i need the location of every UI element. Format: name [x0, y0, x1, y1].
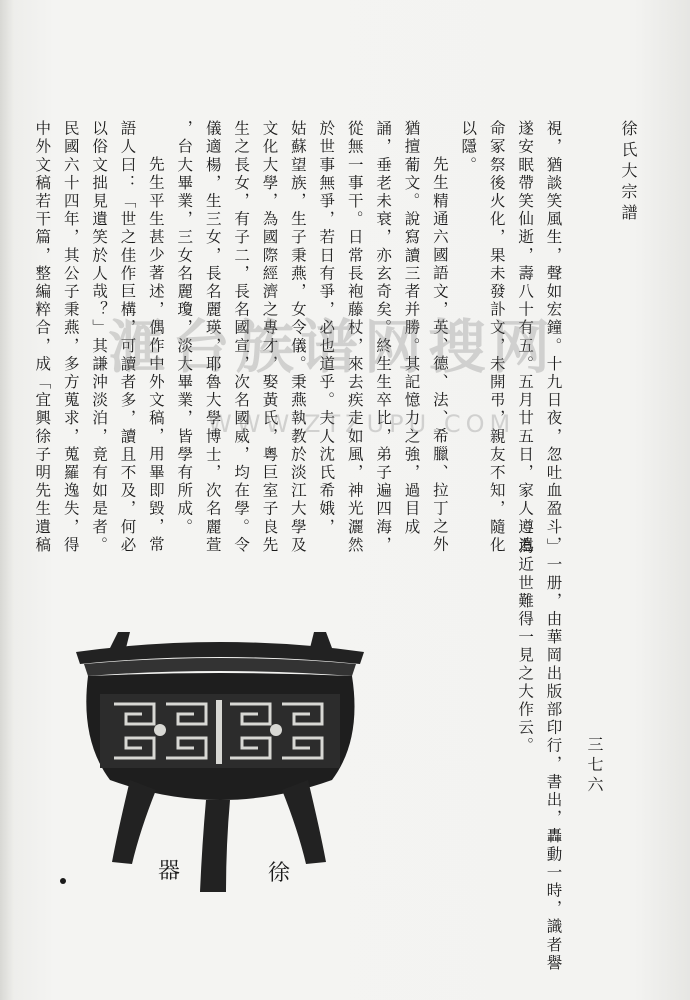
text-column: 於世事無爭，若日有爭，必也道乎。夫人沈氏希娥，: [317, 120, 336, 537]
page-number: 三七六: [585, 736, 604, 796]
bronze-vessel-drawing: [70, 630, 370, 900]
bronze-ding-illustration: [70, 630, 370, 900]
text-column: 先生精通六國語文，英、德、法、希臘、拉丁之外: [430, 156, 449, 555]
running-title: 徐氏大宗譜: [619, 120, 638, 225]
text-column: 以隱。: [459, 120, 478, 175]
text-column: 以俗文拙見遺笑於人哉？」其謙沖淡泊，竟有如是者。: [90, 120, 109, 555]
continuation-column: 為近世難得一見之大作云。: [516, 538, 535, 756]
text-column: 文化大學，為國際經濟之專才，娶黃氏，粵巨室子良先: [260, 120, 279, 555]
text-column: 命冢祭後火化，果未發訃文，未開弔，親友不知，隨化: [487, 120, 506, 555]
text-column: 姑蘇望族，生子秉燕，女令儀。秉燕執教於淡江大學及: [288, 120, 307, 555]
text-column: 誦，垂老未衰，亦玄奇矣。終生生卒比，弟子遍四海，: [374, 120, 393, 555]
text-column: ，台大畢業，三女名麗瓊，淡大畢業，皆學有所成。: [175, 120, 194, 537]
text-column: 民國六十四年，其公子秉燕，多方蒐求，蒐羅逸失，得: [61, 120, 80, 555]
text-column: 語人曰：「世之佳作巨構，可讀者多，讀且不及，何必: [118, 120, 137, 555]
page-gutter: [0, 0, 14, 1000]
figure-label-xu: 徐: [268, 861, 291, 886]
text-column: 從無一事干。日常長袍藤杖，來去疾走如風，神光灑然: [345, 120, 364, 555]
continuation-column: 」一册，由華岡出版部印行，書出，轟動一時，識者譽: [544, 538, 563, 973]
text-column: 遂安眠帶笑仙逝，壽八十有五。五月廿五日，家人遵遺: [516, 120, 535, 555]
ink-dot-mark: [60, 878, 66, 884]
text-column: 先生平生甚少著述，偶作中外文稿，用畢即毀，常: [146, 156, 165, 555]
text-column: 猶擅葡文。說寫讀三者并勝。其記憶力之強，過目成: [402, 120, 421, 537]
text-column: 儀適楊，生三女，長名麗瑛，耶魯大學博士，次名麗萱: [203, 120, 222, 555]
watermark-text: 滙台族谱网搜网: [108, 313, 557, 381]
text-column: 生之長女，有子二，長名國宣，次名國威，均在學。令: [232, 120, 251, 555]
figure-label-qi: 器: [158, 859, 181, 884]
watermark-url: WWW.ZTZUPU.COM: [208, 410, 516, 438]
text-column: 視，猶談笑風生，聲如宏鐘。十九日夜，忽吐血盈斗，: [544, 120, 563, 555]
text-column: 中外文稿若干篇，整編粹合，成「宜興徐子明先生遺稿: [33, 120, 52, 555]
